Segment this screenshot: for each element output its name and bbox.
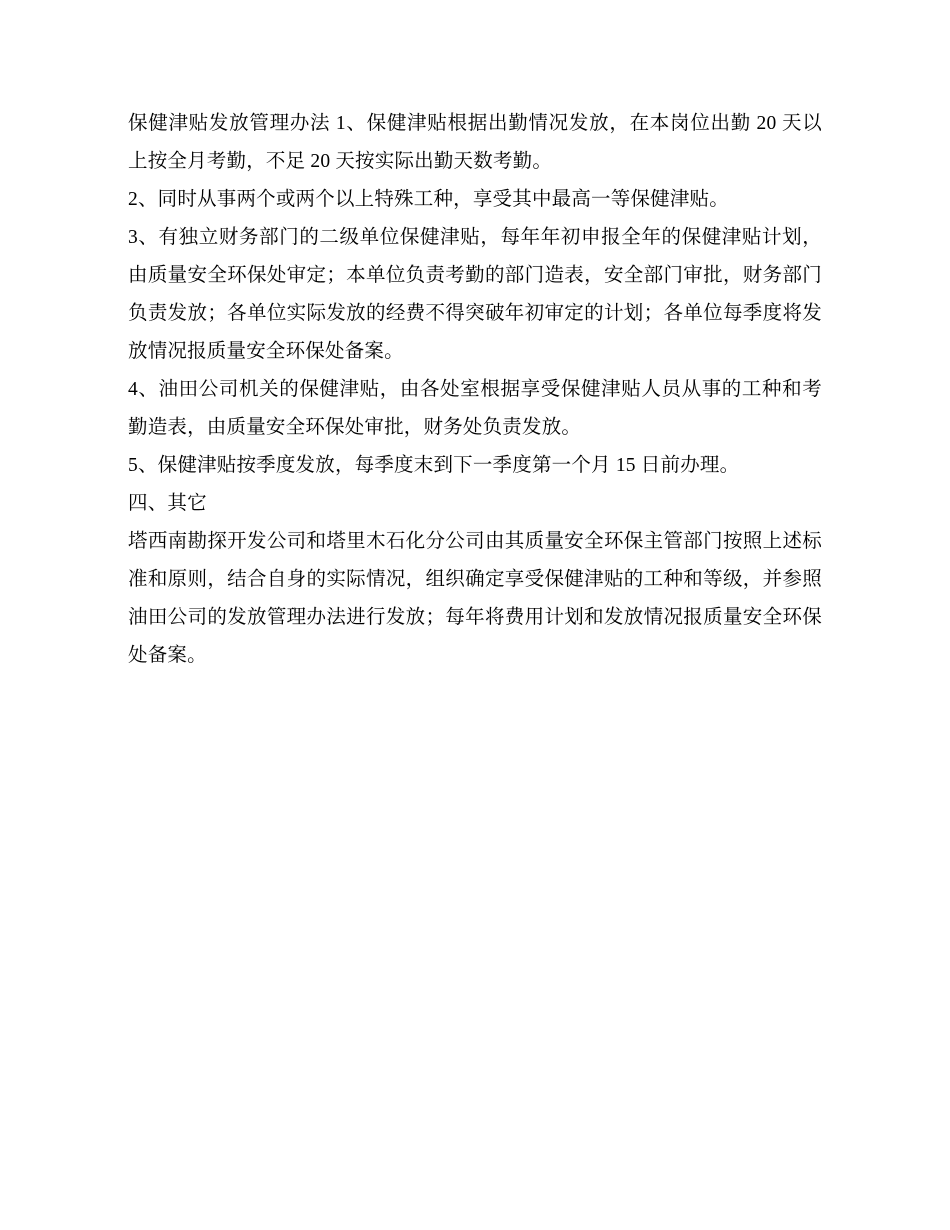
- paragraph-6: 塔西南勘探开发公司和塔里木石化分公司由其质量安全环保主管部门按照上述标准和原则，结合自身的实际情况，组织确定享受保健津贴的工种和等级，并参照油田公司的发放管理办法进行发放；每年将费用计划和发放情况报质量安全环保处备案。: [128, 531, 822, 666]
- paragraph-5: 5、保健津贴按季度发放，每季度末到下一季度第一个月 15 日前办理。: [128, 455, 740, 476]
- section-heading-other: 四、其它: [128, 493, 207, 514]
- document-body: [128, 105, 822, 675]
- paragraph-1: 保健津贴发放管理办法 1、保健津贴根据出勤情况发放，在本岗位出勤 20 天以上按全月考勤，不足 20 天按实际出勤天数考勤。: [128, 113, 822, 172]
- paragraph-4: 4、油田公司机关的保健津贴，由各处室根据享受保健津贴人员从事的工种和考勤造表，由质量安全环保处审批，财务处负责发放。: [128, 379, 822, 438]
- paragraph-3: 3、有独立财务部门的二级单位保健津贴，每年年初申报全年的保健津贴计划，由质量安全环保处审定；本单位负责考勤的部门造表，安全部门审批，财务部门负责发放；各单位实际发放的经费不得突破年初审定的计划；各单位每季度将发放情况报质量安全环保处备案。: [128, 227, 822, 362]
- paragraph-2: 2、同时从事两个或两个以上特殊工种，享受其中最高一等保健津贴。: [128, 189, 729, 210]
